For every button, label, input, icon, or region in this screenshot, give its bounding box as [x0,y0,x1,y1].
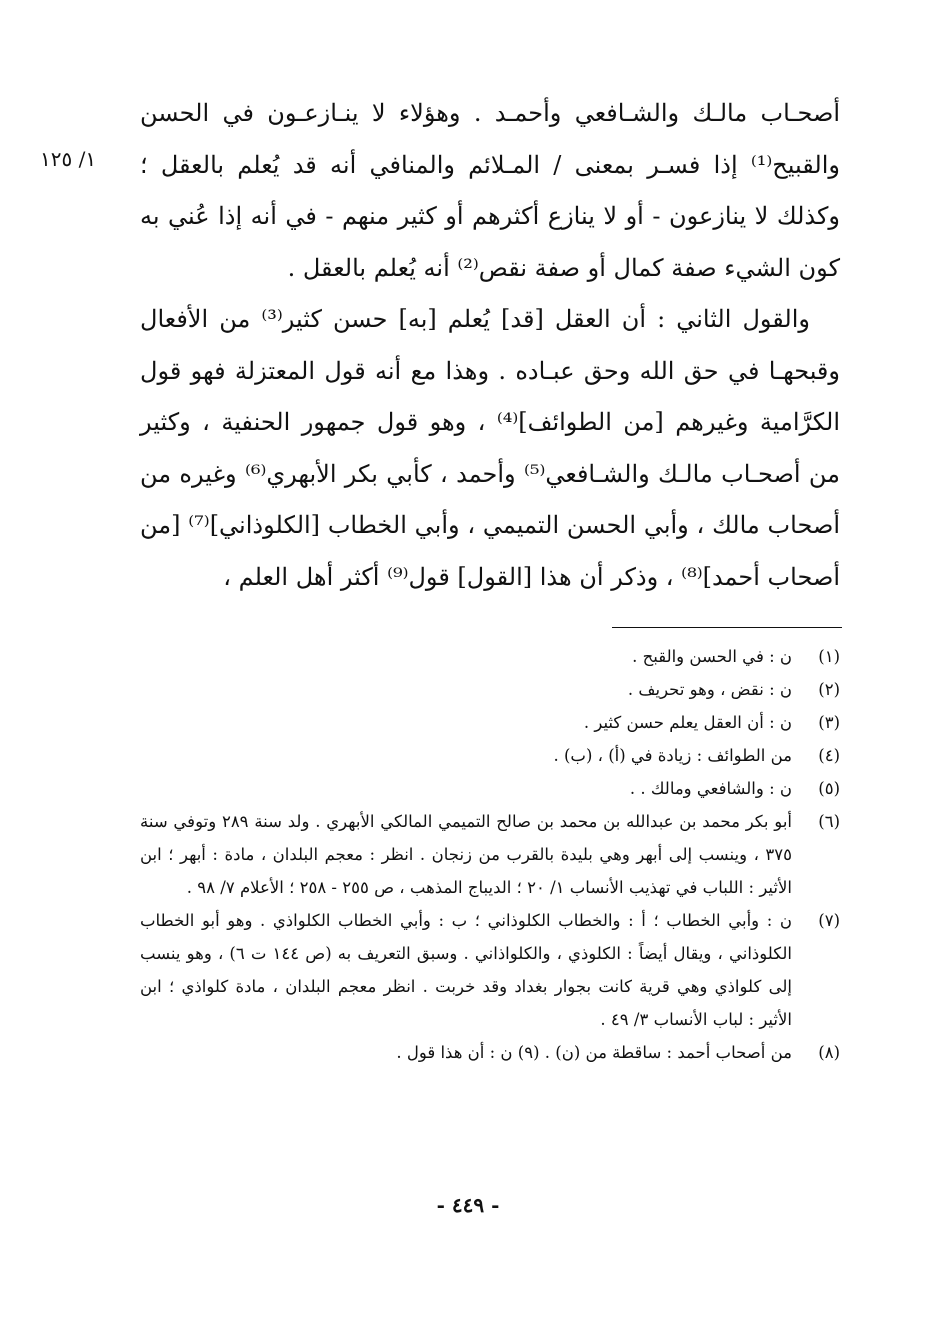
footnote [140,640,840,673]
footnote-text: من الطوائف : زيادة في (أ) ، (ب) . [553,746,792,765]
footnote [140,1036,840,1069]
margin-folio-reference: ١/ ١٢٥ [40,147,97,171]
footnote [140,739,840,772]
footnote [140,706,840,739]
footnote-divider [612,627,842,628]
page-number: - ٤٤٩ - [436,1193,500,1217]
footnote-text: ن : أن العقل يعلم حسن كثير . [583,713,792,732]
footnote-text: ن : والشافعي ومالك . . [629,779,792,798]
footnote [140,805,840,904]
footnote-number: (٢) [818,680,840,699]
footnote-number: (٤) [818,746,840,765]
footnote-number: (٥) [818,779,840,798]
footnote-text: ن : وأبي الخطاب ؛ أ : والخطاب الكلوذاني ؛ ب : وأبي الخطاب الكلواذي . وهو أبو الخطاب الكلوذاني ، ويقال أيضاً : الكلوذي ، والكلواذاني . وسبق التعريف به (ص ١٤٤ ت ٦) ، وهو ينسب إلى كلواذي وهي قرية كانت بجوار بغداد وقد خربت . انظر معجم البلدان ، مادة كلواذي ؛ ابن الأثير : لباب الأنساب ٣/ ٤٩ . [140,911,792,1029]
footnote [140,673,840,706]
footnote-number: (٧) [818,911,840,930]
footnote-text: ن : في الحسن والقبح . [632,647,792,666]
footnote-text: من أصحاب أحمد : ساقطة من (ن) . (٩) ن : أن هذا قول . [396,1043,792,1062]
footnote-number: (٣) [818,713,840,732]
footnote-number: (٨) [818,1043,840,1062]
footnote-text: ن : نقض ، وهو تحريف . [627,680,792,699]
footnotes [140,640,840,1069]
footnote-number: (٦) [818,812,840,831]
footnote [140,772,840,805]
footnote [140,904,840,1036]
footnote-text: أبو بكر محمد بن عبدالله بن محمد بن صالح التميمي المالكي الأبهري . ولد سنة ٢٨٩ وتوفي سنة ٣٧٥ ، وينسب إلى أبهر وهي بليدة بالقرب من زنجان . انظر : معجم البلدان ، مادة : أبهر ؛ ابن الأثير : اللباب في تهذيب الأنساب ١/ ٢٠ ؛ الديباج المذهب ، ص ٢٥٥ - ٢٥٨ ؛ الأعلام ٧/ ٩٨ . [140,812,792,897]
main-text [140,88,840,603]
paragraph: والقول الثاني : أن العقل [قد] يُعلم [به] حسن كثير⁽³⁾ من الأفعال وقبحهـا في حق الله وحق عبـاده . وهذا مع أنه قول المعتزلة فهو قول الكرَّامية وغيرهم [من الطوائف]⁽⁴⁾ ، وهو قول جمهور الحنفية ، وكثير من أصحـاب مالـك والشـافعي⁽⁵⁾ وأحمد ، كأبي بكر الأبهري⁽⁶⁾ وغيره من أصحاب مالك ، وأبي الحسن التميمي ، وأبي الخطاب [الكلوذاني]⁽⁷⁾ [من أصحاب أحمد]⁽⁸⁾ ، وذكر أن هذا [القول] قول⁽⁹⁾ أكثر أهل العلم ، [140,305,841,591]
footnote-number: (١) [818,647,840,666]
paragraph: أصحـاب مالـك والشـافعي وأحمـد . وهؤلاء لا ينـازعـون في الحسن والقبيح⁽¹⁾ إذا فسـر بمعنى / المـلائم والمنافي أنه قد يُعلم بالعقل ؛ وكذلك لا ينازعون - أو لا ينازع أكثرهم أو كثير منهم - في أنه إذا عُني به كون الشيء صفة كمال أو صفة نقص⁽²⁾ أنه يُعلم بالعقل . [140,99,840,282]
